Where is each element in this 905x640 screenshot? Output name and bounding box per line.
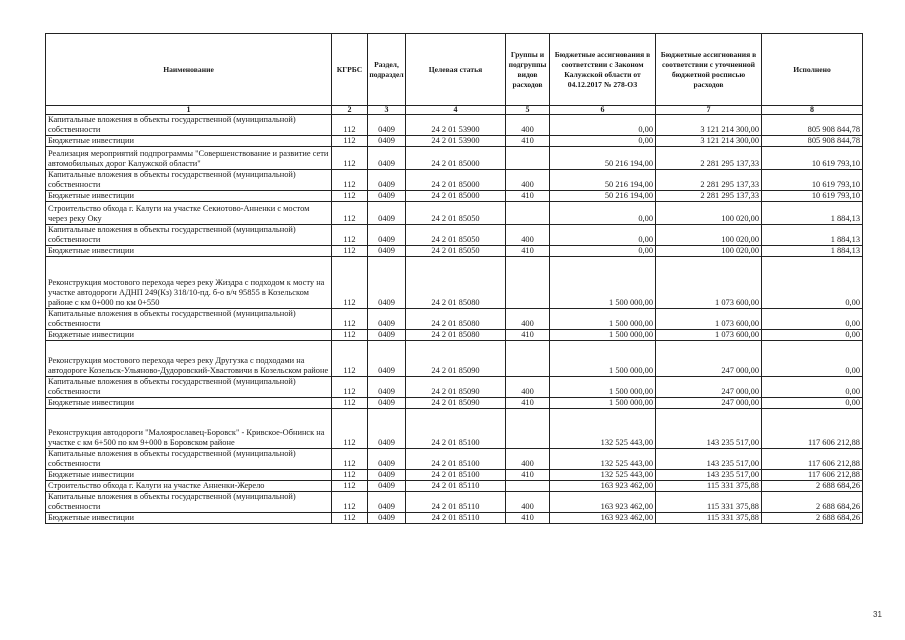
row-name-cell: Капитальные вложения в объекты государственной (муниципальной) собственности <box>46 377 332 398</box>
row-section-cell: 0409 <box>368 170 406 191</box>
row-group-cell: 410 <box>506 513 550 524</box>
row-budget-law-cell: 132 525 443,00 <box>550 449 656 470</box>
row-name-cell: Капитальные вложения в объекты государственной (муниципальной) собственности <box>46 225 332 246</box>
row-name-cell: Капитальные вложения в объекты государственной (муниципальной) собственности <box>46 170 332 191</box>
row-section-cell: 0409 <box>368 481 406 492</box>
row-budget-refined-cell: 2 281 295 137,33 <box>656 170 762 191</box>
row-budget-refined-cell: 3 121 214 300,00 <box>656 115 762 136</box>
row-ktrbs-cell: 112 <box>332 136 368 147</box>
row-group-cell: 410 <box>506 398 550 409</box>
header-name: Наименование <box>46 34 332 106</box>
row-name-cell: Бюджетные инвестиции <box>46 136 332 147</box>
row-target-cell: 24 2 01 85090 <box>406 377 506 398</box>
row-budget-refined-cell: 143 235 517,00 <box>656 409 762 449</box>
row-target-cell: 24 2 01 53900 <box>406 136 506 147</box>
row-section-cell: 0409 <box>368 246 406 257</box>
row-budget-refined-cell: 2 281 295 137,33 <box>656 147 762 170</box>
table-row <box>46 470 863 481</box>
row-group-cell: 400 <box>506 309 550 330</box>
row-budget-refined-cell: 115 331 375,88 <box>656 513 762 524</box>
column-number: 7 <box>656 106 762 115</box>
row-name-cell: Капитальные вложения в объекты государственной (муниципальной) собственности <box>46 309 332 330</box>
table-row <box>46 170 863 191</box>
row-budget-law-cell: 50 216 194,00 <box>550 170 656 191</box>
row-section-cell: 0409 <box>368 470 406 481</box>
row-executed-cell: 0,00 <box>762 398 863 409</box>
row-ktrbs-cell: 112 <box>332 341 368 377</box>
row-budget-law-cell: 1 500 000,00 <box>550 377 656 398</box>
row-target-cell: 24 2 01 85000 <box>406 147 506 170</box>
row-target-cell: 24 2 01 85100 <box>406 470 506 481</box>
row-executed-cell: 10 619 793,10 <box>762 170 863 191</box>
row-executed-cell: 805 908 844,78 <box>762 136 863 147</box>
row-target-cell: 24 2 01 85080 <box>406 257 506 309</box>
row-ktrbs-cell: 112 <box>332 398 368 409</box>
row-section-cell: 0409 <box>368 341 406 377</box>
row-name-cell: Бюджетные инвестиции <box>46 513 332 524</box>
column-number: 4 <box>406 106 506 115</box>
header-row <box>46 34 863 106</box>
table-row <box>46 191 863 202</box>
row-group-cell <box>506 341 550 377</box>
row-section-cell: 0409 <box>368 492 406 513</box>
row-target-cell: 24 2 01 85000 <box>406 170 506 191</box>
row-ktrbs-cell: 112 <box>332 481 368 492</box>
row-section-cell: 0409 <box>368 257 406 309</box>
row-budget-law-cell: 0,00 <box>550 115 656 136</box>
row-budget-refined-cell: 143 235 517,00 <box>656 470 762 481</box>
row-group-cell: 400 <box>506 115 550 136</box>
row-budget-refined-cell: 247 000,00 <box>656 398 762 409</box>
header-target: Целевая статья <box>406 34 506 106</box>
row-group-cell: 410 <box>506 136 550 147</box>
column-number: 5 <box>506 106 550 115</box>
row-budget-law-cell: 1 500 000,00 <box>550 398 656 409</box>
table-row <box>46 513 863 524</box>
row-name-cell: Бюджетные инвестиции <box>46 246 332 257</box>
header-section: Раздел, подраздел <box>368 34 406 106</box>
row-target-cell: 24 2 01 85080 <box>406 309 506 330</box>
row-budget-law-cell: 163 923 462,00 <box>550 481 656 492</box>
row-executed-cell: 10 619 793,10 <box>762 191 863 202</box>
table-row <box>46 492 863 513</box>
table-row <box>46 246 863 257</box>
row-section-cell: 0409 <box>368 225 406 246</box>
row-group-cell: 410 <box>506 191 550 202</box>
table-row <box>46 115 863 136</box>
row-group-cell <box>506 257 550 309</box>
row-section-cell: 0409 <box>368 202 406 225</box>
row-executed-cell: 2 688 684,26 <box>762 481 863 492</box>
row-name-cell: Бюджетные инвестиции <box>46 191 332 202</box>
column-number: 6 <box>550 106 656 115</box>
table-row <box>46 202 863 225</box>
header-budget-law: Бюджетные ассигнования в соответствии с Законом Калужской области от 04.12.2017 № 278-ОЗ <box>550 34 656 106</box>
row-ktrbs-cell: 112 <box>332 309 368 330</box>
table-body <box>46 115 863 524</box>
column-number: 8 <box>762 106 863 115</box>
row-ktrbs-cell: 112 <box>332 257 368 309</box>
row-executed-cell: 117 606 212,88 <box>762 470 863 481</box>
row-budget-refined-cell: 247 000,00 <box>656 341 762 377</box>
row-section-cell: 0409 <box>368 377 406 398</box>
row-budget-refined-cell: 115 331 375,88 <box>656 481 762 492</box>
row-group-cell <box>506 481 550 492</box>
row-ktrbs-cell: 112 <box>332 409 368 449</box>
row-budget-law-cell: 0,00 <box>550 202 656 225</box>
table-row <box>46 309 863 330</box>
row-ktrbs-cell: 112 <box>332 513 368 524</box>
row-section-cell: 0409 <box>368 136 406 147</box>
row-name-cell: Строительство обхода г. Калуги на участке Анненки-Жерело <box>46 481 332 492</box>
row-name-cell: Капитальные вложения в объекты государственной (муниципальной) собственности <box>46 115 332 136</box>
row-ktrbs-cell: 112 <box>332 246 368 257</box>
row-section-cell: 0409 <box>368 409 406 449</box>
row-target-cell: 24 2 01 85110 <box>406 481 506 492</box>
row-group-cell: 400 <box>506 377 550 398</box>
row-budget-law-cell: 132 525 443,00 <box>550 470 656 481</box>
header-ktrbs: КГРБС <box>332 34 368 106</box>
row-executed-cell: 0,00 <box>762 309 863 330</box>
budget-table <box>45 33 863 524</box>
row-ktrbs-cell: 112 <box>332 147 368 170</box>
row-ktrbs-cell: 112 <box>332 225 368 246</box>
row-target-cell: 24 2 01 85050 <box>406 225 506 246</box>
row-budget-refined-cell: 143 235 517,00 <box>656 449 762 470</box>
row-budget-refined-cell: 100 020,00 <box>656 202 762 225</box>
header-budget-refined: Бюджетные ассигнования в соответствии с уточненной бюджетной росписью расходов <box>656 34 762 106</box>
table-row <box>46 225 863 246</box>
row-executed-cell: 117 606 212,88 <box>762 449 863 470</box>
row-budget-refined-cell: 247 000,00 <box>656 377 762 398</box>
row-ktrbs-cell: 112 <box>332 449 368 470</box>
row-section-cell: 0409 <box>368 147 406 170</box>
row-section-cell: 0409 <box>368 398 406 409</box>
table-row <box>46 481 863 492</box>
row-name-cell: Реконструкция мостового перехода через реку Другузка с подходами на автодороге Козельск-Ульяново-Дудоровский-Хвастовичи в Козельском районе <box>46 341 332 377</box>
row-budget-law-cell: 1 500 000,00 <box>550 341 656 377</box>
row-budget-law-cell: 1 500 000,00 <box>550 309 656 330</box>
row-executed-cell: 0,00 <box>762 341 863 377</box>
table-row <box>46 409 863 449</box>
row-group-cell <box>506 202 550 225</box>
row-name-cell: Капитальные вложения в объекты государственной (муниципальной) собственности <box>46 492 332 513</box>
row-budget-law-cell: 163 923 462,00 <box>550 492 656 513</box>
table-row <box>46 147 863 170</box>
row-ktrbs-cell: 112 <box>332 170 368 191</box>
row-executed-cell: 1 884,13 <box>762 225 863 246</box>
table-row <box>46 377 863 398</box>
row-budget-law-cell: 1 500 000,00 <box>550 257 656 309</box>
row-group-cell <box>506 409 550 449</box>
row-group-cell: 400 <box>506 449 550 470</box>
row-target-cell: 24 2 01 85110 <box>406 492 506 513</box>
page-number: 31 <box>873 610 882 619</box>
row-section-cell: 0409 <box>368 115 406 136</box>
row-budget-refined-cell: 1 073 600,00 <box>656 330 762 341</box>
header-groups: Группы и подгруппы видов расходов <box>506 34 550 106</box>
row-budget-law-cell: 50 216 194,00 <box>550 147 656 170</box>
row-ktrbs-cell: 112 <box>332 115 368 136</box>
row-target-cell: 24 2 01 85100 <box>406 449 506 470</box>
row-ktrbs-cell: 112 <box>332 470 368 481</box>
row-executed-cell: 805 908 844,78 <box>762 115 863 136</box>
row-target-cell: 24 2 01 85090 <box>406 341 506 377</box>
row-ktrbs-cell: 112 <box>332 330 368 341</box>
row-name-cell: Бюджетные инвестиции <box>46 470 332 481</box>
row-name-cell: Реконструкция автодороги "Малоярославец-Боровск" - Кривское-Обнинск на участке с км 6+500 по км 9+000 в Боровском районе <box>46 409 332 449</box>
row-target-cell: 24 2 01 85050 <box>406 202 506 225</box>
row-budget-law-cell: 132 525 443,00 <box>550 409 656 449</box>
row-ktrbs-cell: 112 <box>332 202 368 225</box>
row-ktrbs-cell: 112 <box>332 377 368 398</box>
row-section-cell: 0409 <box>368 449 406 470</box>
row-budget-refined-cell: 100 020,00 <box>656 246 762 257</box>
row-budget-refined-cell: 115 331 375,88 <box>656 492 762 513</box>
column-number-row <box>46 106 863 115</box>
row-executed-cell: 2 688 684,26 <box>762 513 863 524</box>
row-budget-law-cell: 163 923 462,00 <box>550 513 656 524</box>
row-group-cell: 400 <box>506 492 550 513</box>
row-section-cell: 0409 <box>368 309 406 330</box>
table-row <box>46 449 863 470</box>
row-executed-cell: 117 606 212,88 <box>762 409 863 449</box>
row-budget-law-cell: 50 216 194,00 <box>550 191 656 202</box>
row-budget-refined-cell: 1 073 600,00 <box>656 309 762 330</box>
row-executed-cell: 0,00 <box>762 257 863 309</box>
row-name-cell: Реализация мероприятий подпрограммы "Совершенствование и развитие сети автомобильных дорог Калужской области" <box>46 147 332 170</box>
column-number: 1 <box>46 106 332 115</box>
row-name-cell: Капитальные вложения в объекты государственной (муниципальной) собственности <box>46 449 332 470</box>
row-name-cell: Строительство обхода г. Калуги на участке Секиотово-Анненки с мостом через реку Оку <box>46 202 332 225</box>
row-executed-cell: 1 884,13 <box>762 246 863 257</box>
column-number: 2 <box>332 106 368 115</box>
row-group-cell: 410 <box>506 330 550 341</box>
header-executed: Исполнено <box>762 34 863 106</box>
row-target-cell: 24 2 01 85000 <box>406 191 506 202</box>
row-name-cell: Бюджетные инвестиции <box>46 330 332 341</box>
row-target-cell: 24 2 01 85080 <box>406 330 506 341</box>
row-name-cell: Реконструкция мостового перехода через реку Жиздра с подходом к мосту на участке автодороги АДНП 249(Кз) 318/10-пд. б-о в/ч 95855 в Козельском районе с км 0+000 по км 0+550 <box>46 257 332 309</box>
row-executed-cell: 2 688 684,26 <box>762 492 863 513</box>
row-ktrbs-cell: 112 <box>332 492 368 513</box>
row-target-cell: 24 2 01 85050 <box>406 246 506 257</box>
row-budget-law-cell: 0,00 <box>550 225 656 246</box>
row-section-cell: 0409 <box>368 513 406 524</box>
row-target-cell: 24 2 01 85090 <box>406 398 506 409</box>
row-budget-refined-cell: 100 020,00 <box>656 225 762 246</box>
row-budget-law-cell: 0,00 <box>550 246 656 257</box>
row-target-cell: 24 2 01 85100 <box>406 409 506 449</box>
row-group-cell: 410 <box>506 246 550 257</box>
row-ktrbs-cell: 112 <box>332 191 368 202</box>
row-executed-cell: 0,00 <box>762 330 863 341</box>
row-group-cell: 400 <box>506 225 550 246</box>
table-row <box>46 136 863 147</box>
row-budget-law-cell: 1 500 000,00 <box>550 330 656 341</box>
row-target-cell: 24 2 01 85110 <box>406 513 506 524</box>
row-budget-refined-cell: 3 121 214 300,00 <box>656 136 762 147</box>
row-budget-refined-cell: 1 073 600,00 <box>656 257 762 309</box>
row-executed-cell: 0,00 <box>762 377 863 398</box>
row-executed-cell: 1 884,13 <box>762 202 863 225</box>
table-row <box>46 341 863 377</box>
row-group-cell: 410 <box>506 470 550 481</box>
row-target-cell: 24 2 01 53900 <box>406 115 506 136</box>
table-row <box>46 398 863 409</box>
row-group-cell <box>506 147 550 170</box>
table-row <box>46 257 863 309</box>
row-group-cell: 400 <box>506 170 550 191</box>
row-section-cell: 0409 <box>368 330 406 341</box>
column-number: 3 <box>368 106 406 115</box>
row-budget-refined-cell: 2 281 295 137,33 <box>656 191 762 202</box>
row-budget-law-cell: 0,00 <box>550 136 656 147</box>
table-row <box>46 330 863 341</box>
row-name-cell: Бюджетные инвестиции <box>46 398 332 409</box>
row-executed-cell: 10 619 793,10 <box>762 147 863 170</box>
row-section-cell: 0409 <box>368 191 406 202</box>
